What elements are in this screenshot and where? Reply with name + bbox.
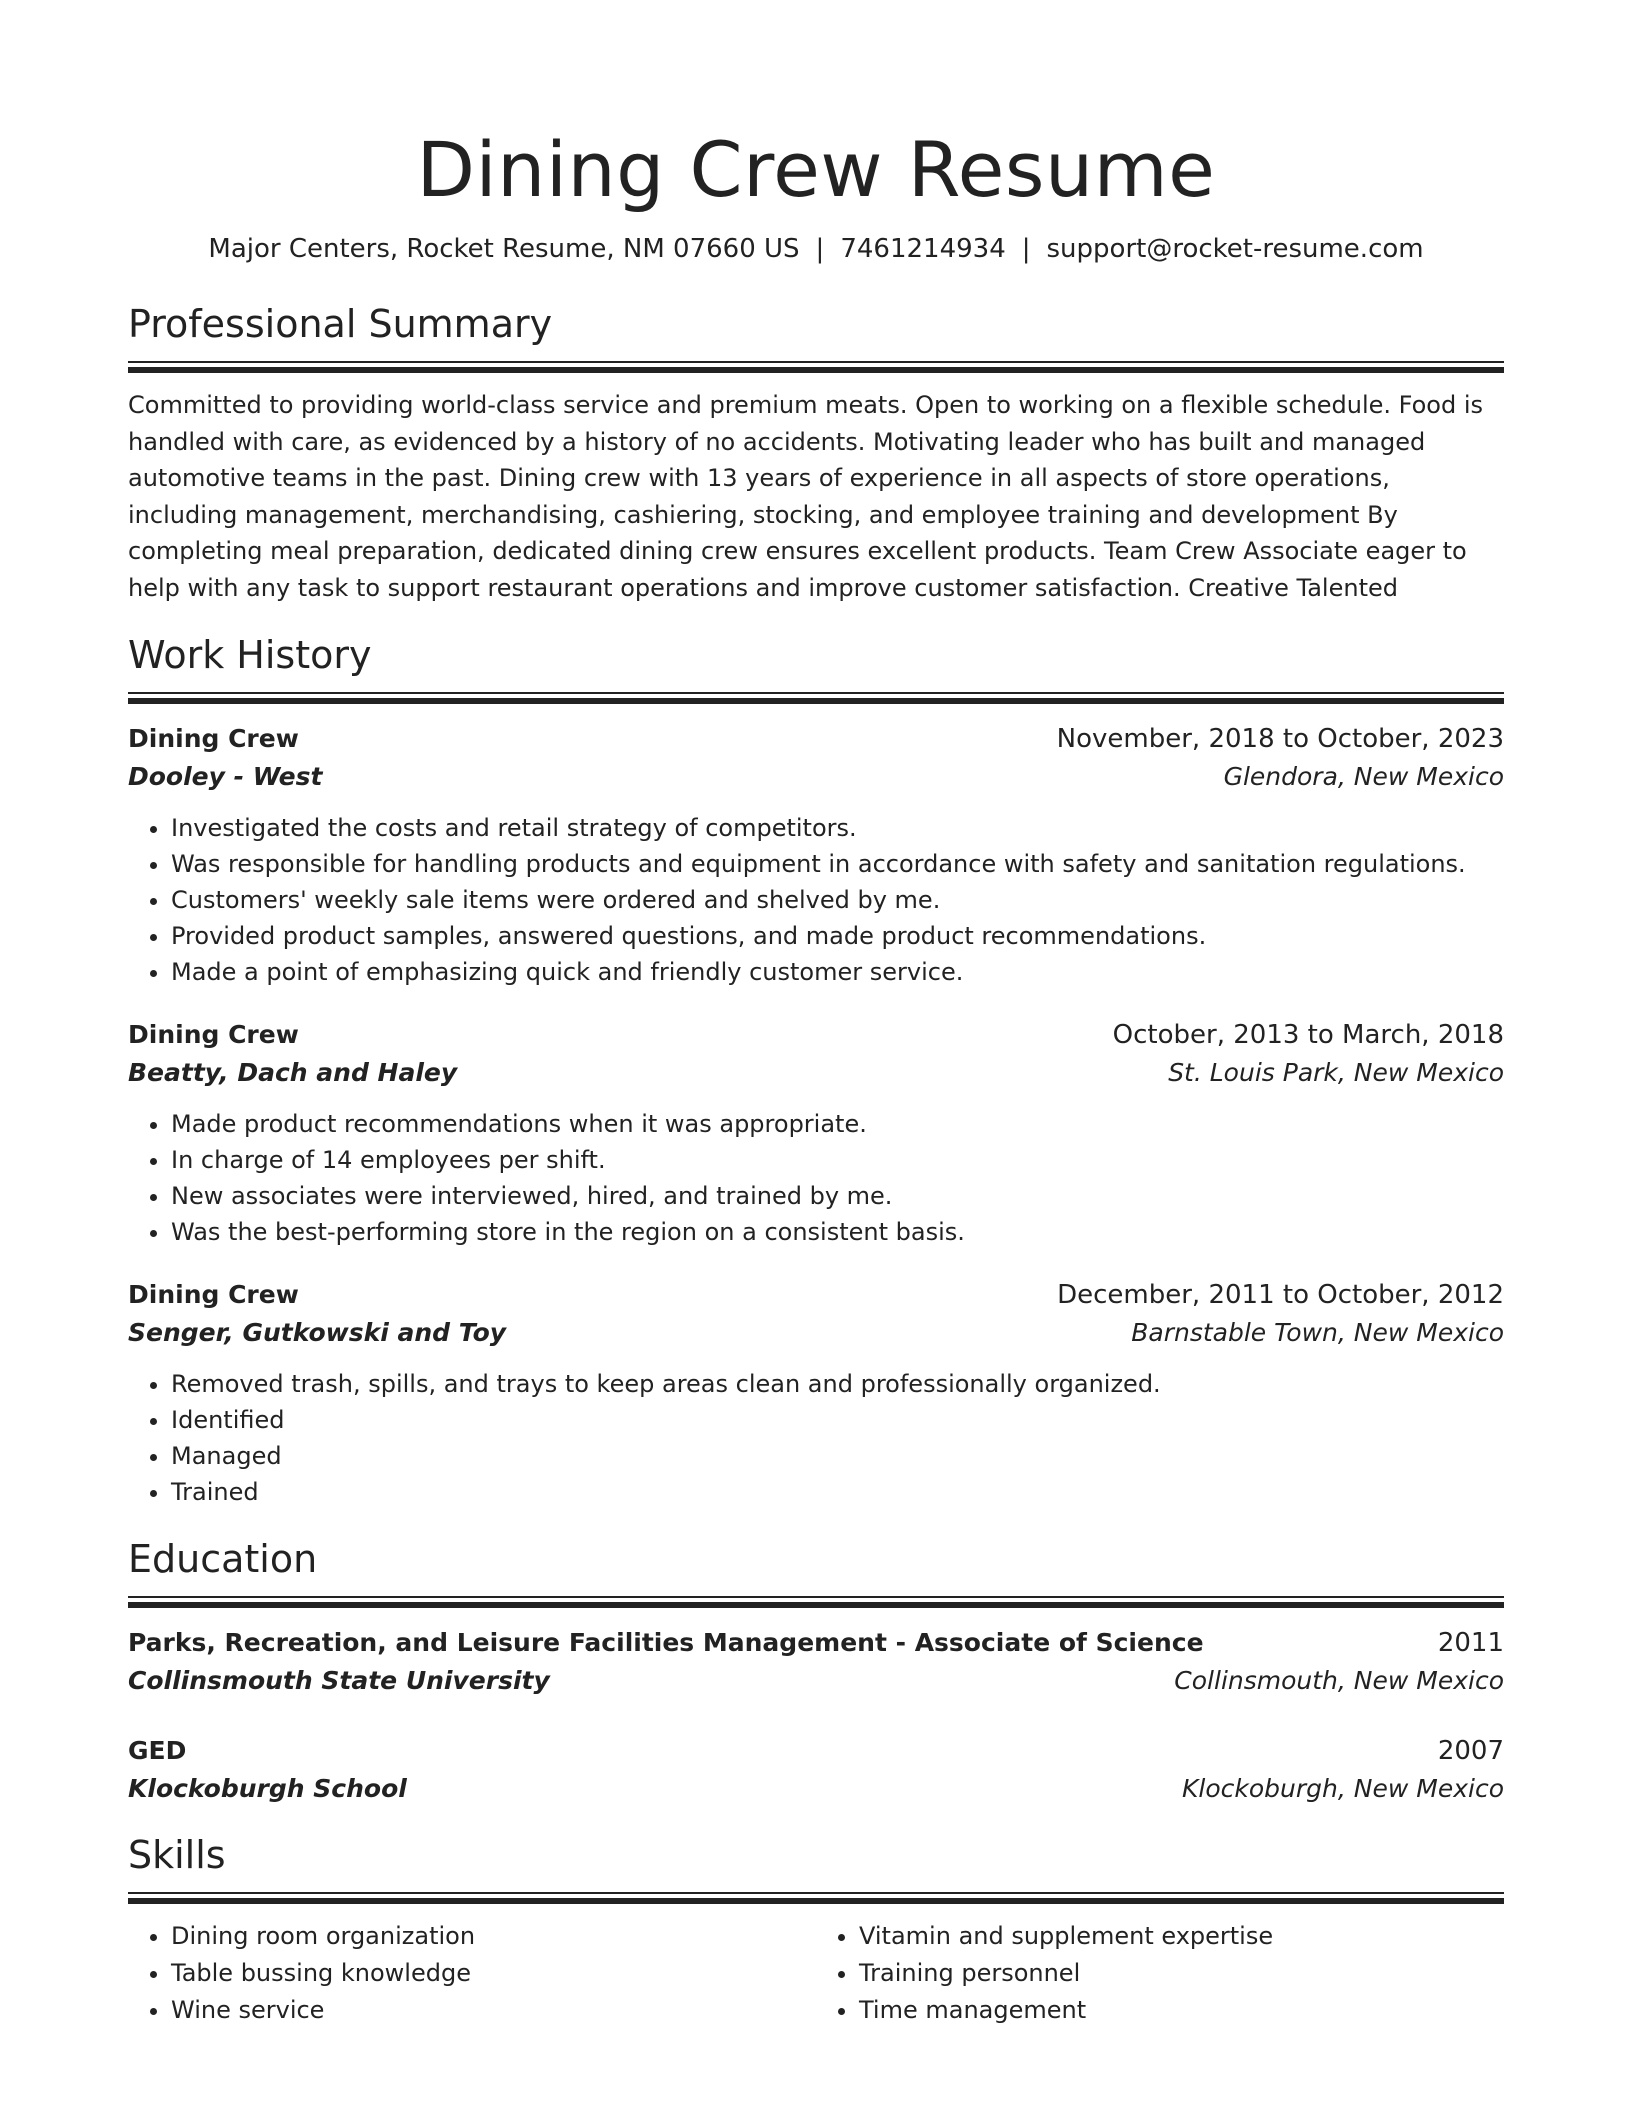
job-title: Dining Crew	[128, 1280, 299, 1309]
education-year: 2011	[1437, 1628, 1504, 1658]
job-dates: November, 2018 to October, 2023	[1056, 724, 1504, 754]
job-title: Dining Crew	[128, 724, 299, 753]
contact-email: support@rocket-resume.com	[1046, 234, 1424, 264]
section-rule	[128, 1892, 1504, 1894]
contact-address: Major Centers, Rocket Resume, NM 07660 US	[208, 234, 800, 264]
job-company: Senger, Gutkowski and Toy	[128, 1318, 507, 1347]
section-rule	[128, 692, 1504, 694]
job-bullet: • Made a point of emphasizing quick and friendly customer service.	[171, 954, 1504, 990]
job-bullet: • Managed	[171, 1438, 1504, 1474]
job-bullet: • Trained	[171, 1474, 1504, 1510]
job-company: Dooley - West	[128, 762, 323, 791]
job-entry	[128, 720, 1504, 990]
skills-columns	[128, 1918, 1504, 2029]
skills-list-left	[128, 1918, 816, 2029]
education-degree: GED	[128, 1736, 187, 1765]
work-history-section	[128, 630, 1504, 1510]
section-heading-education: Education	[128, 1537, 318, 1581]
section-rule	[128, 1596, 1504, 1598]
job-bullet: • New associates were interviewed, hired, and trained by me.	[171, 1178, 1504, 1214]
job-bullet: • Provided product samples, answered questions, and made product recommendations.	[171, 918, 1504, 954]
job-bullet: • Made product recommendations when it was appropriate.	[171, 1106, 1504, 1142]
section-rule	[128, 361, 1504, 363]
contact-separator: |	[815, 234, 825, 264]
skill-item: • Table bussing knowledge	[171, 1955, 816, 1992]
job-location: Barnstable Town, New Mexico	[1131, 1318, 1504, 1347]
job-location: Glendora, New Mexico	[1223, 762, 1504, 791]
skill-item: • Time management	[859, 1992, 1504, 2029]
education-entry	[128, 1732, 1504, 1808]
section-heading-skills: Skills	[128, 1833, 226, 1877]
summary-text: Committed to providing world-class service and premium meats. Open to working on a flexible schedule. Food is handled with care, as evidenced by a history of no accidents. Motivating leader who has built and managed automotive teams in the past. Dining crew with 13 years of experience in all aspects of store operations, including management, merchandising, cashiering, stocking, and employee training and development By completing meal preparation, dedicated dining crew ensures excellent products. Team Crew Associate eager to help with any task to support restaurant operations and improve customer satisfaction. Creative Talented	[128, 391, 1484, 602]
education-location: Collinsmouth, New Mexico	[1174, 1666, 1504, 1695]
job-bullet: • In charge of 14 employees per shift.	[171, 1142, 1504, 1178]
job-entry	[128, 1016, 1504, 1250]
resume-title: Dining Crew Resume	[416, 125, 1216, 214]
job-bullet: • Was the best-performing store in the region on a consistent basis.	[171, 1214, 1504, 1250]
job-company: Beatty, Dach and Haley	[128, 1058, 458, 1087]
skill-item: • Dining room organization	[171, 1918, 816, 1955]
education-section	[128, 1534, 1504, 1808]
skills-list-right	[816, 1918, 1504, 2029]
section-rule-thick	[128, 367, 1504, 373]
skills-section	[128, 1830, 1504, 2029]
contact-line	[128, 232, 1504, 266]
skill-item: • Wine service	[171, 1992, 816, 2029]
contact-separator: |	[1021, 234, 1031, 264]
job-bullets	[128, 810, 1504, 990]
job-entry	[128, 1276, 1504, 1510]
job-bullets	[128, 1106, 1504, 1250]
education-entry	[128, 1624, 1504, 1700]
job-bullets	[128, 1366, 1504, 1510]
job-title: Dining Crew	[128, 1020, 299, 1049]
education-school: Collinsmouth State University	[128, 1666, 550, 1695]
skill-item: • Vitamin and supplement expertise	[859, 1918, 1504, 1955]
job-bullet: • Investigated the costs and retail strategy of competitors.	[171, 810, 1504, 846]
job-bullet: • Identified	[171, 1402, 1504, 1438]
job-location: St. Louis Park, New Mexico	[1168, 1058, 1504, 1087]
section-rule-thick	[128, 1898, 1504, 1904]
skill-item: • Training personnel	[859, 1955, 1504, 1992]
job-dates: December, 2011 to October, 2012	[1057, 1280, 1504, 1310]
section-rule-thick	[128, 1602, 1504, 1608]
section-rule-thick	[128, 698, 1504, 704]
education-year: 2007	[1437, 1736, 1504, 1766]
education-degree: Parks, Recreation, and Leisure Facilities Management - Associate of Science	[128, 1628, 1204, 1657]
education-school: Klockoburgh School	[128, 1774, 407, 1803]
section-heading-work: Work History	[128, 633, 372, 677]
job-dates: October, 2013 to March, 2018	[1112, 1020, 1504, 1050]
job-bullet: • Removed trash, spills, and trays to keep areas clean and professionally organized.	[171, 1366, 1504, 1402]
section-heading-summary: Professional Summary	[128, 302, 553, 346]
education-location: Klockoburgh, New Mexico	[1182, 1774, 1504, 1803]
summary-section	[128, 299, 1504, 606]
job-bullet: • Customers' weekly sale items were ordered and shelved by me.	[171, 882, 1504, 918]
job-bullet: • Was responsible for handling products and equipment in accordance with safety and sanitation regulations.	[171, 846, 1504, 882]
contact-phone: 7461214934	[840, 234, 1006, 264]
